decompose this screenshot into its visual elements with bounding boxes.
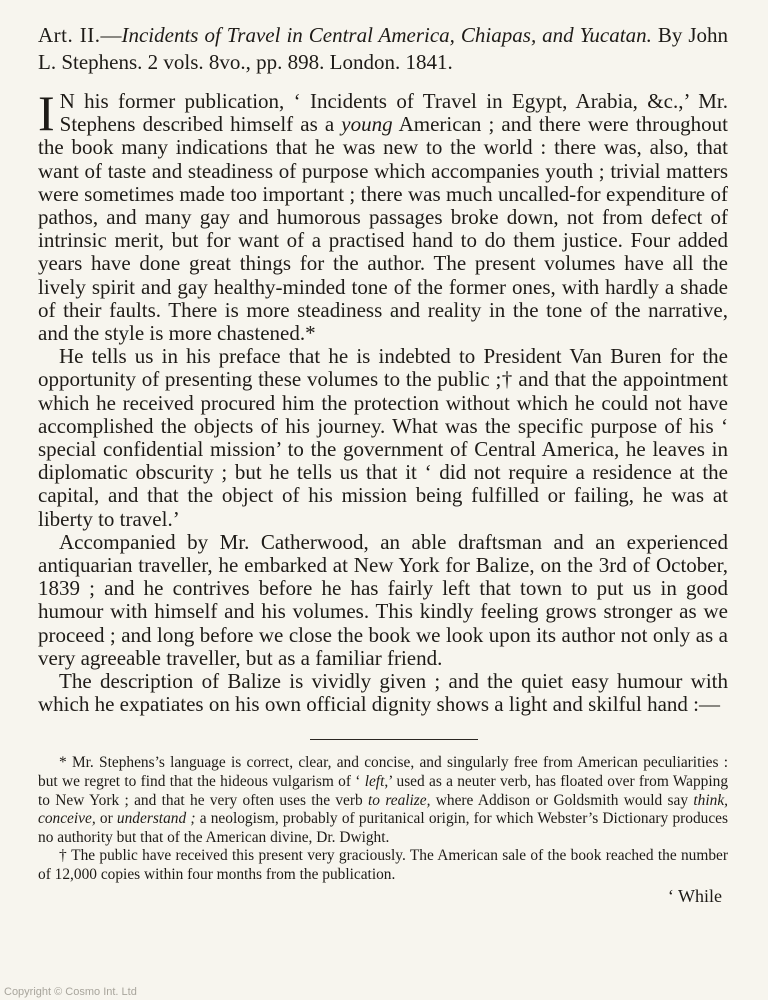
italic-text: young	[341, 112, 393, 137]
book-details: By John L. Stephens. 2 vols. 8vo., pp. 898. London. 1841.	[38, 23, 729, 74]
text-run: or	[95, 810, 117, 828]
body-paragraph	[38, 85, 728, 346]
footnotes	[38, 754, 728, 884]
text-run: ,’ used as a neuter verb, has floated over from Wapping to New York ; and that he very often uses the verb	[38, 773, 729, 809]
text-run: a neologism, probably of puritanical origin, for which Webster’s Dictionary produces no authority but that of the American divine, Dr. Dwight.	[38, 810, 729, 846]
body-paragraph	[38, 670, 728, 716]
copyright-watermark: Copyright © Cosmo Int. Ltd	[4, 986, 137, 998]
article-number: Art. II.	[38, 23, 101, 47]
italic-text: think, conceive,	[38, 791, 729, 828]
book-title: Incidents of Travel in Central America, Chiapas, and Yucatan.	[121, 23, 652, 47]
footnote	[38, 847, 728, 884]
text-run: where Addison or Goldsmith would say	[430, 791, 694, 809]
drop-cap: I	[38, 85, 55, 141]
italic-text: understand ;	[116, 810, 196, 828]
heading-dash: —	[100, 23, 122, 47]
text-run: The description of Balize is vividly given ; and the quiet easy humour with which he expatiates on his own official dignity shows a light and skilful hand :—	[38, 669, 728, 717]
text-run: American ; and there were throughout the book many indications that he was new to the world : there was, also, that want of taste and steadiness of purpose which accompanies youth ; trivial matters were sometimes made too important ; there was much uncalled-for expenditure of pathos, and many gay and humorous passages broke down, not from defect of intrinsic merit, but for want of a practised hand to do them justice. Four added years have done great things for the author. The present volumes have all the lively spirit and gay healthy-minded tone of the former ones, with hardly a shade of their faults. There is more steadiness and reality in the tone of the narrative, and the style is more chastened.*	[38, 112, 728, 346]
article-body	[38, 85, 728, 717]
text-run: Accompanied by Mr. Catherwood, an able draftsman and an experienced antiquarian traveller, he embarked at New York for Balize, on the 3rd of October, 1839 ; and he contrives before he has fairly left that town to put us in good humour with himself and his volumes. This kindly feeling grows stronger as we proceed ; and long before we close the book we look upon its author not only as a very agreeable traveller, but as a familiar friend.	[38, 529, 728, 670]
footnote-divider	[310, 739, 478, 740]
italic-text: left	[364, 773, 385, 791]
text-run: † The public have received this present very graciously. The American sale of the book reached the number of 12,000 copies within four months from the publication.	[38, 847, 728, 884]
catchword: ‘ While	[667, 885, 722, 906]
text-run: He tells us in his preface that he is indebted to President Van Buren for the opportunity of presenting these volumes to the public ;† and that the appointment which he received procured him the protection without which he could not have accomplished the objects of his journey. What was the specific purpose of his ‘ special confidential mission’ to the government of Central America, he leaves in diplomatic obscurity ; but he tells us that it ‘ did not require a residence at the capital, and that the object of his mission being fulfilled or failing, he was at liberty to travel.’	[38, 344, 728, 531]
body-paragraph	[38, 531, 728, 670]
footnote	[38, 754, 728, 847]
text-run: N his former publication, ‘ Incidents of Travel in Egypt, Arabia, &c.,’ Mr. Stephens described himself as a	[59, 89, 728, 137]
text-run: * Mr. Stephens’s language is correct, clear, and concise, and singularly free from American peculiarities : but we regret to find that the hideous vulgarism of ‘	[38, 754, 728, 791]
article-heading	[38, 22, 728, 76]
italic-text: to realize,	[368, 791, 431, 809]
body-paragraph	[38, 345, 728, 531]
article-page	[38, 22, 728, 907]
